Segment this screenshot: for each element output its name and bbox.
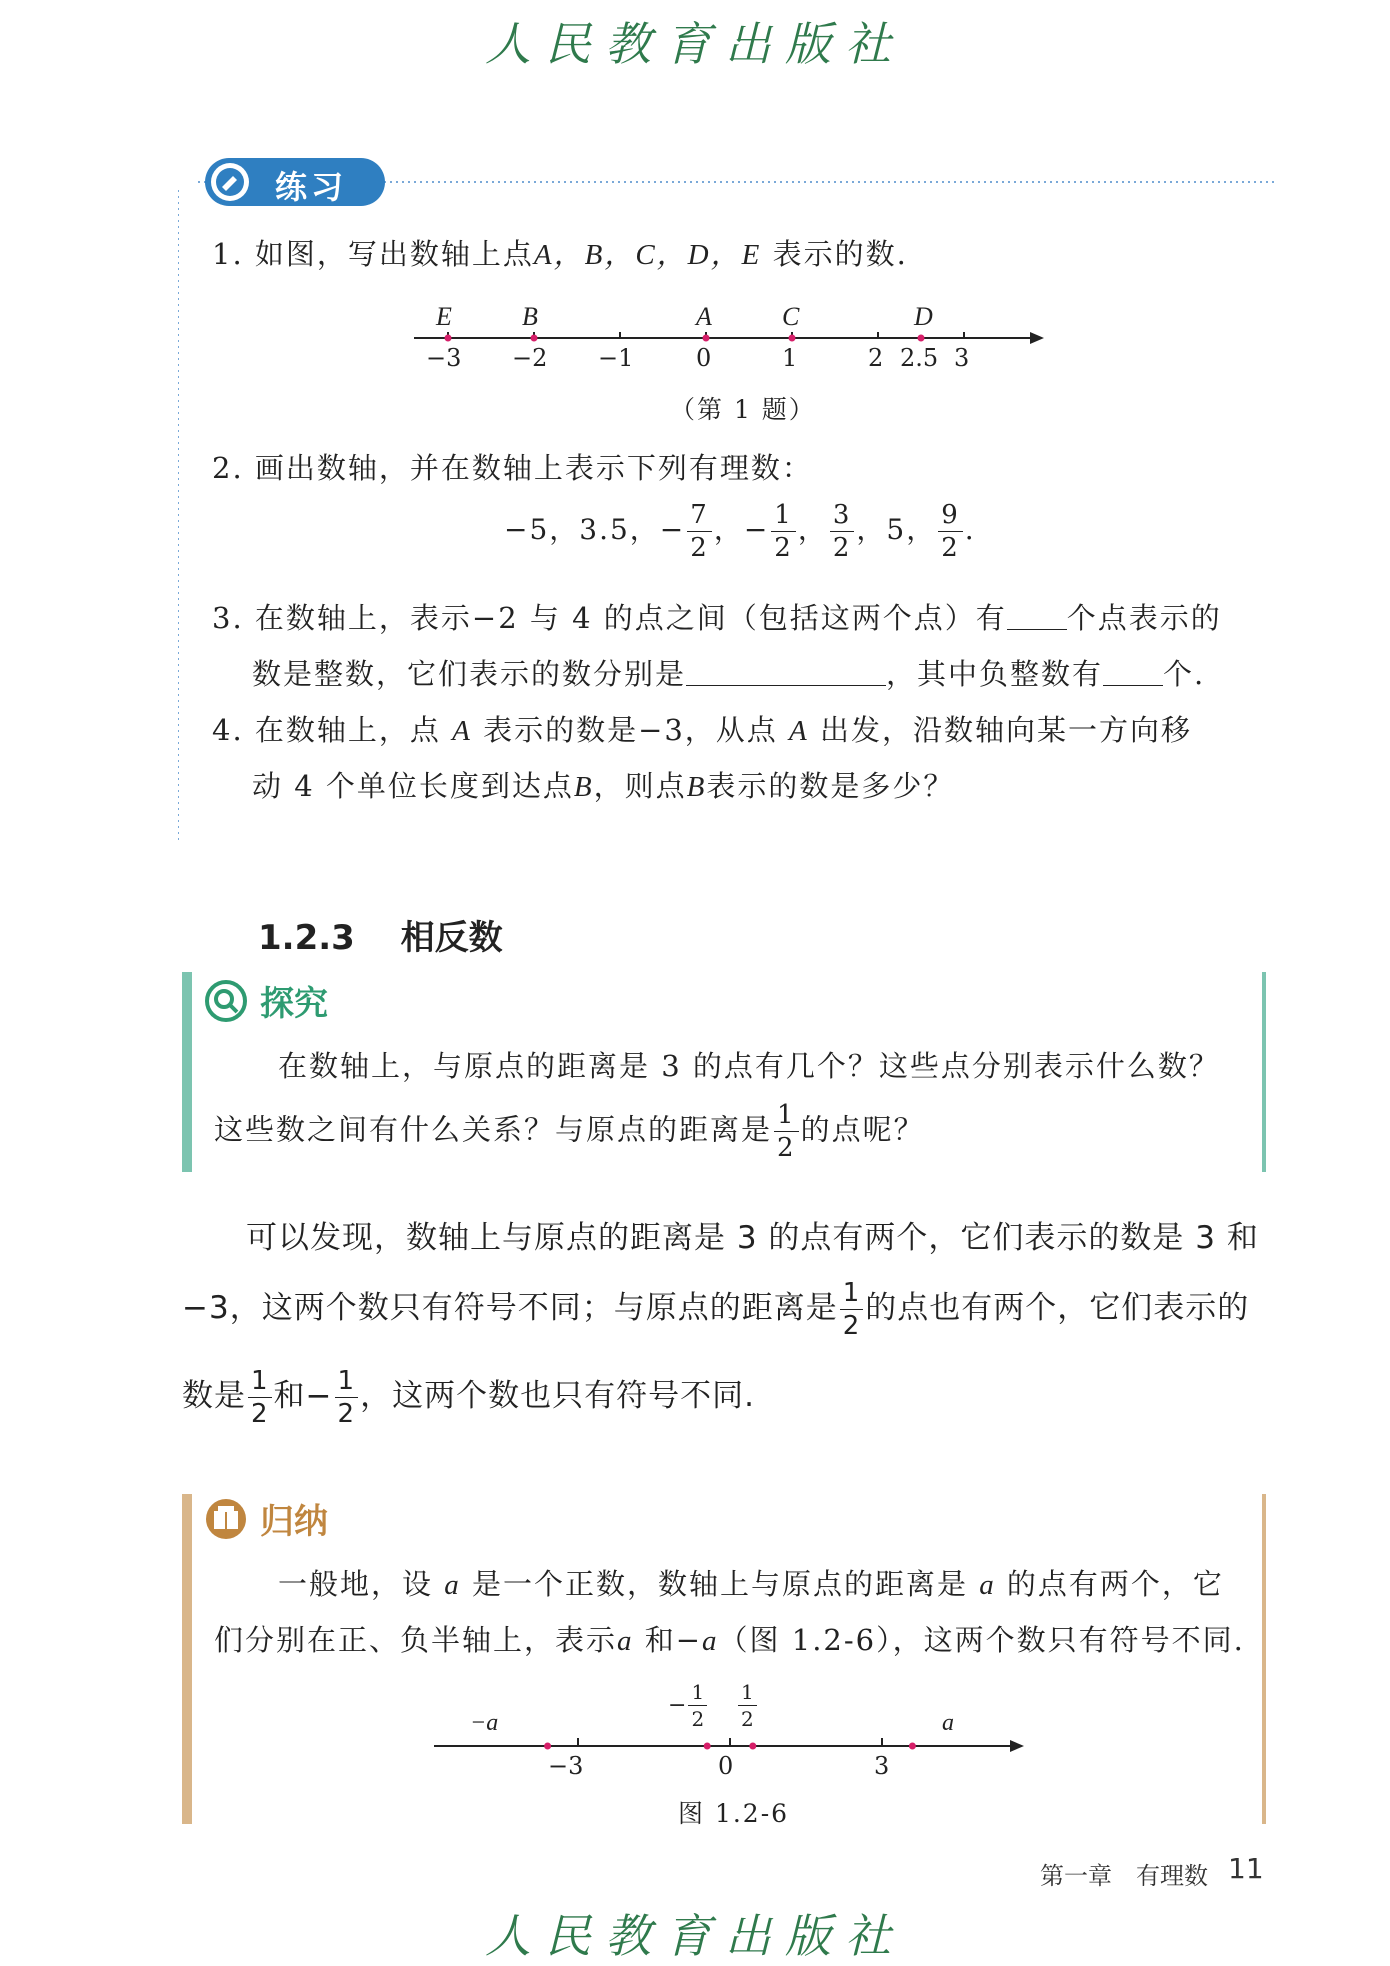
q1-caption: （第 1 题） <box>670 395 816 424</box>
q1-axis-labels <box>410 300 1050 380</box>
summary-title: 归纳 <box>260 1502 328 1542</box>
summary-header <box>204 1494 328 1543</box>
label-neg-a: −a <box>470 1710 499 1736</box>
tick-label: 1 <box>782 344 798 372</box>
tick-label: −3 <box>426 344 462 372</box>
section-title: 相反数 <box>400 918 503 958</box>
fig-1-2-6-labels <box>430 1680 1030 1790</box>
point-label-D: D <box>914 302 933 331</box>
tick-label: −2 <box>512 344 548 372</box>
magnifier-icon <box>204 979 248 1023</box>
tick-label: 3 <box>954 344 970 372</box>
explore-header <box>204 976 328 1025</box>
section-number: 1.2.3 <box>258 918 355 958</box>
question-1: 1. 如图，写出数轴上点A，B，C，D，E 表示的数. <box>212 237 908 271</box>
question-3-line-2: 数是整数，它们表示的数分别是 ，其中负整数有 个. <box>252 657 1206 691</box>
discovery-line-3: 数是 $\frac{1}{2}$ 和− $\frac{1}{2}$ ，这两个数也只有符号不同. <box>182 1366 755 1429</box>
tick-label: 0 <box>718 1752 734 1780</box>
question-4-line-1: 4. 在数轴上，点 A 表示的数是−3，从点 A 出发，沿数轴向某一方向移 <box>212 713 1192 747</box>
fraction: $\frac{1}{2}$ <box>248 1368 272 1427</box>
point-label-B: B <box>522 302 538 331</box>
book-icon <box>204 1497 248 1541</box>
page-number: 11 <box>1228 1852 1264 1885</box>
explore-line-2: 这些数之间有什么关系？与原点的距离是 $\frac{1}{2}$ 的点呢？ <box>214 1100 925 1163</box>
answer-blank[interactable] <box>1007 603 1067 630</box>
tick-label: −3 <box>548 1752 584 1780</box>
pencil-icon <box>211 163 249 201</box>
q2-number-list: −5，3.5，− $\frac{7}{2}$ ，− $\frac{1}{2}$ ， $\frac{3}{2}$ ，5， $\frac{9}{2}$ . <box>504 500 976 563</box>
summary-line-2: 们分别在正、负半轴上，表示a 和−a（图 1.2-6），这两个数只有符号不同. <box>214 1623 1245 1657</box>
label-half: $\frac{1}{2}$ <box>736 1682 759 1729</box>
tick-label: −1 <box>598 344 634 372</box>
footer-chapter: 第一章 有理数 <box>1040 1862 1208 1890</box>
answer-blank[interactable] <box>686 659 886 686</box>
fraction: $\frac{3}{2}$ <box>830 502 855 561</box>
explore-left-bar <box>182 972 192 1172</box>
question-3-line-1: 3. 在数轴上，表示−2 与 4 的点之间（包括这两个点）有 个点表示的 <box>212 601 1222 635</box>
fraction: $\frac{1}{2}$ <box>335 1368 359 1427</box>
tick-label: 3 <box>874 1752 890 1780</box>
exercise-title: 练习 <box>275 168 348 206</box>
tick-label: 2 <box>868 344 884 372</box>
publisher-footer: 人民教育出版社 <box>485 1909 905 1963</box>
fig-1-2-6-caption: 图 1.2-6 <box>678 1799 790 1828</box>
question-4-line-2: 动 4 个单位长度到达点B，则点B表示的数是多少？ <box>252 769 955 803</box>
answer-blank[interactable] <box>1103 659 1163 686</box>
tick-label: 0 <box>696 344 712 372</box>
fraction: $\frac{9}{2}$ <box>938 502 963 561</box>
explore-line-1: 在数轴上，与原点的距离是 3 的点有几个？这些点分别表示什么数？ <box>278 1049 1220 1083</box>
explore-right-bar <box>1262 972 1266 1172</box>
section-heading <box>258 910 503 959</box>
discovery-line-2: −3，这两个数只有符号不同；与原点的距离是 $\frac{1}{2}$ 的点也有两个，它们表示的 <box>182 1278 1250 1341</box>
summary-line-1: 一般地，设 a 是一个正数，数轴上与原点的距离是 a 的点有两个，它 <box>278 1567 1224 1601</box>
explore-title: 探究 <box>260 984 328 1024</box>
summary-right-bar <box>1262 1494 1266 1824</box>
fraction: $\frac{1}{2}$ <box>840 1280 864 1339</box>
publisher-header: 人民教育出版社 <box>485 17 905 71</box>
question-2: 2. 画出数轴，并在数轴上表示下列有理数： <box>212 451 813 485</box>
exercise-tab <box>205 158 385 206</box>
point-label-C: C <box>782 302 800 331</box>
point-label-E: E <box>436 302 452 331</box>
summary-left-bar <box>182 1494 192 1824</box>
point-label-A: A <box>696 302 712 331</box>
discovery-line-1: 可以发现，数轴上与原点的距离是 3 的点有两个，它们表示的数是 3 和 <box>246 1220 1259 1256</box>
fraction: $\frac{1}{2}$ <box>774 1102 799 1161</box>
tick-label: 2.5 <box>900 344 939 372</box>
fraction: $\frac{1}{2}$ <box>771 502 796 561</box>
fraction: $\frac{7}{2}$ <box>687 502 712 561</box>
label-a: a <box>942 1710 954 1736</box>
label-neg-half: − $\frac{1}{2}$ <box>668 1682 709 1729</box>
